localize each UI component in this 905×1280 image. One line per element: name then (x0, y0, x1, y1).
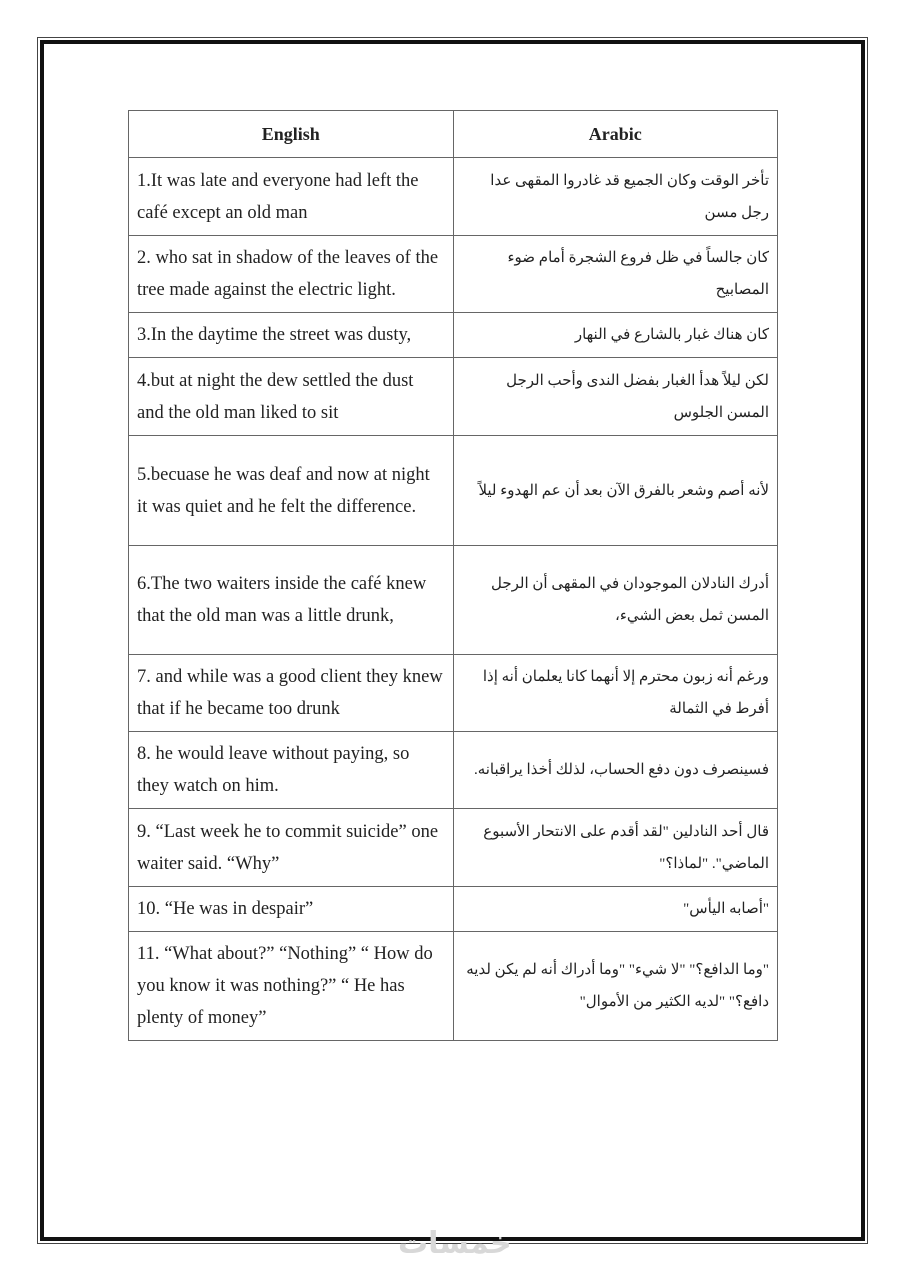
arabic-cell: لأنه أصم وشعر بالفرق الآن بعد أن عم الهدوء ليلاً (453, 436, 778, 546)
english-cell: 5.becuase he was deaf and now at night it was quiet and he felt the difference. (129, 436, 454, 546)
arabic-cell: كان جالساً في ظل فروع الشجرة أمام ضوء المصابيح (453, 236, 778, 313)
arabic-cell: أدرك النادلان الموجودان في المقهى أن الرجل المسن ثمل بعض الشيء، (453, 546, 778, 655)
english-cell: 7. and while was a good client they knew that if he became too drunk (129, 655, 454, 732)
arabic-cell: تأخر الوقت وكان الجميع قد غادروا المقهى عدا رجل مسن (453, 158, 778, 236)
arabic-cell: "وما الدافع؟" "لا شيء" "وما أدراك أنه لم يكن لديه دافع؟" "لديه الكثير من الأموال" (453, 932, 778, 1041)
table-row (129, 436, 778, 546)
table-row (129, 887, 778, 932)
english-cell: 1.It was late and everyone had left the café except an old man (129, 158, 454, 236)
watermark-logo: خمسات (398, 1226, 512, 1261)
table-row (129, 655, 778, 732)
english-cell: 10. “He was in despair” (129, 887, 454, 932)
table-row (129, 546, 778, 655)
english-cell: 4.but at night the dew settled the dust and the old man liked to sit (129, 358, 454, 436)
table-row (129, 358, 778, 436)
english-cell: 3.In the daytime the street was dusty, (129, 313, 454, 358)
table-row (129, 236, 778, 313)
arabic-cell: "أصابه اليأس" (453, 887, 778, 932)
english-cell: 6.The two waiters inside the café knew that the old man was a little drunk, (129, 546, 454, 655)
table-row (129, 313, 778, 358)
table-row (129, 809, 778, 887)
translation-table (128, 110, 778, 1041)
arabic-cell: لكن ليلاً هدأ الغبار بفضل الندى وأحب الرجل المسن الجلوس (453, 358, 778, 436)
english-cell: 9. “Last week he to commit suicide” one waiter said. “Why” (129, 809, 454, 887)
arabic-cell: كان هناك غبار بالشارع في النهار (453, 313, 778, 358)
english-cell: 2. who sat in shadow of the leaves of the tree made against the electric light. (129, 236, 454, 313)
arabic-cell: فسينصرف دون دفع الحساب، لذلك أخذا يراقبانه. (453, 732, 778, 809)
table-row (129, 732, 778, 809)
table-row (129, 158, 778, 236)
header-arabic: Arabic (453, 111, 778, 158)
header-english: English (129, 111, 454, 158)
english-cell: 11. “What about?” “Nothing” “ How do you know it was nothing?” “ He has plenty of money” (129, 932, 454, 1041)
arabic-cell: قال أحد النادلين "لقد أقدم على الانتحار الأسبوع الماضي". "لماذا؟" (453, 809, 778, 887)
english-cell: 8. he would leave without paying, so they watch on him. (129, 732, 454, 809)
table-row (129, 932, 778, 1041)
table-header-row (129, 111, 778, 158)
arabic-cell: ورغم أنه زبون محترم إلا أنهما كانا يعلمان أنه إذا أفرط في الثمالة (453, 655, 778, 732)
